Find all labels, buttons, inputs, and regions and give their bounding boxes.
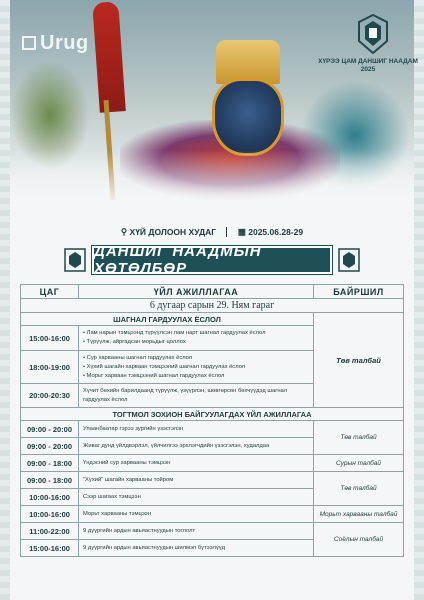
program-title: ДАНШИГ НААДМЫН ХӨТӨЛБӨР [94, 243, 262, 277]
activity-item: • Сур харвааны шагнал гардуулах ёслол [83, 354, 309, 363]
schedule-table [20, 284, 404, 557]
activity-cell: 9 дүүргийн ардын авьяастнуудын шилмэл бүтээлүүд [79, 540, 314, 557]
col-header-location: БАЙРШИЛ [314, 285, 404, 299]
activity-cell: Үндэсний сур харвааны тэмцээн [79, 455, 314, 472]
time-cell: 11:00-22:00 [21, 523, 79, 540]
activity-item: • Лам нарын тэмцээнд түрүүлсэн лам нарт шагнал гардуулах ёслол [83, 329, 309, 338]
time-cell: 10:00-16:00 [21, 489, 79, 506]
ornament-border-right [414, 0, 424, 600]
activity-cell: Морьт харвааны тэмцээн [79, 506, 314, 523]
time-cell: 09:00 - 18:00 [21, 472, 79, 489]
col-header-time: ЦАГ [21, 285, 79, 299]
banner-flag [92, 1, 126, 113]
location-cell: Сурын талбай [314, 455, 404, 472]
location-pin-icon: ⚲ [120, 226, 128, 237]
time-cell: 18:00-19:00 [21, 351, 79, 384]
location-cell: Морьт харвааны талбай [314, 506, 404, 523]
watermark-logo: Urug [22, 32, 89, 55]
emblem-left-icon [64, 248, 86, 272]
location-cell: Төв талбай [314, 472, 404, 506]
emblem-right-icon [338, 248, 360, 272]
time-cell: 15:00-16:00 [21, 540, 79, 557]
activity-cell: "Хүхий" шагайн харвааны тойром [79, 472, 314, 489]
location-cell: Төв талбай [314, 421, 404, 455]
event-date: 2025.06.28-29 [248, 226, 304, 237]
event-location: ХҮЙ ДОЛООН ХУДАГ [129, 226, 217, 237]
program-title-banner [92, 243, 332, 277]
ornament-border-left [0, 0, 10, 600]
event-emblem [356, 14, 390, 54]
time-cell: 10:00-16:00 [21, 506, 79, 523]
time-cell: 09:00 - 20:00 [21, 421, 79, 438]
time-cell: 09:00 - 20:00 [21, 438, 79, 455]
time-cell: 20:00-20:30 [21, 384, 79, 408]
activity-cell: Хүчит бөхийн барилдаанд түрүүлж, үзүүрлэн, шөвгөрсөн бөхчүүдэд шагнал гардуулах ёслол [79, 384, 314, 408]
activity-item: • Морьт харваан тэмцээний шагнал гардуулах ёслол [83, 372, 309, 381]
activity-item: • Түрүүлж, айргадсан морьдыг цоллох [83, 338, 309, 347]
event-title: ХҮРЭЭ ЦАМ ДАНШИГ НААДАМ 2025 [318, 58, 418, 73]
activity-cell [79, 326, 314, 351]
activity-item: • Хүхий шагайн харваан тэмцээний шагнал гардуулах ёслол [83, 363, 309, 372]
date-line: 6 дугаар сарын 29. Ням гараг [21, 299, 404, 313]
activity-cell [79, 351, 314, 384]
col-header-activity: ҮЙЛ АЖИЛЛАГАА [79, 285, 314, 299]
activity-cell: 9 дүүргийн ардын авьяастнуудын тоглолт [79, 523, 314, 540]
event-meta [0, 226, 424, 237]
activity-cell: Улаанбаатар гэрээ зургийн үзэсгэлэн [79, 421, 314, 438]
time-cell: 09:00 - 18:00 [21, 455, 79, 472]
time-cell: 15:00-16:00 [21, 326, 79, 351]
tsam-mask [212, 78, 284, 156]
location-cell: Төв талбай [314, 313, 404, 408]
calendar-icon: ▦ [237, 226, 246, 237]
activity-cell: Живаг дунд үйлдвэрлэл, үйлчилгээ эрхлэгчдийн үзэсгэлэн, худалдаа [79, 438, 314, 455]
activity-cell: Сээр шагаах тэмцээн [79, 489, 314, 506]
section-title: ШАГНАЛ ГАРДУУЛАХ ЁСЛОЛ [21, 313, 314, 326]
location-cell: Соёлын талбай [314, 523, 404, 557]
section-title: ТОГТМОЛ ЗОХИОН БАЙГУУЛАГДАХ ҮЙЛ АЖИЛЛАГАА [21, 408, 404, 421]
